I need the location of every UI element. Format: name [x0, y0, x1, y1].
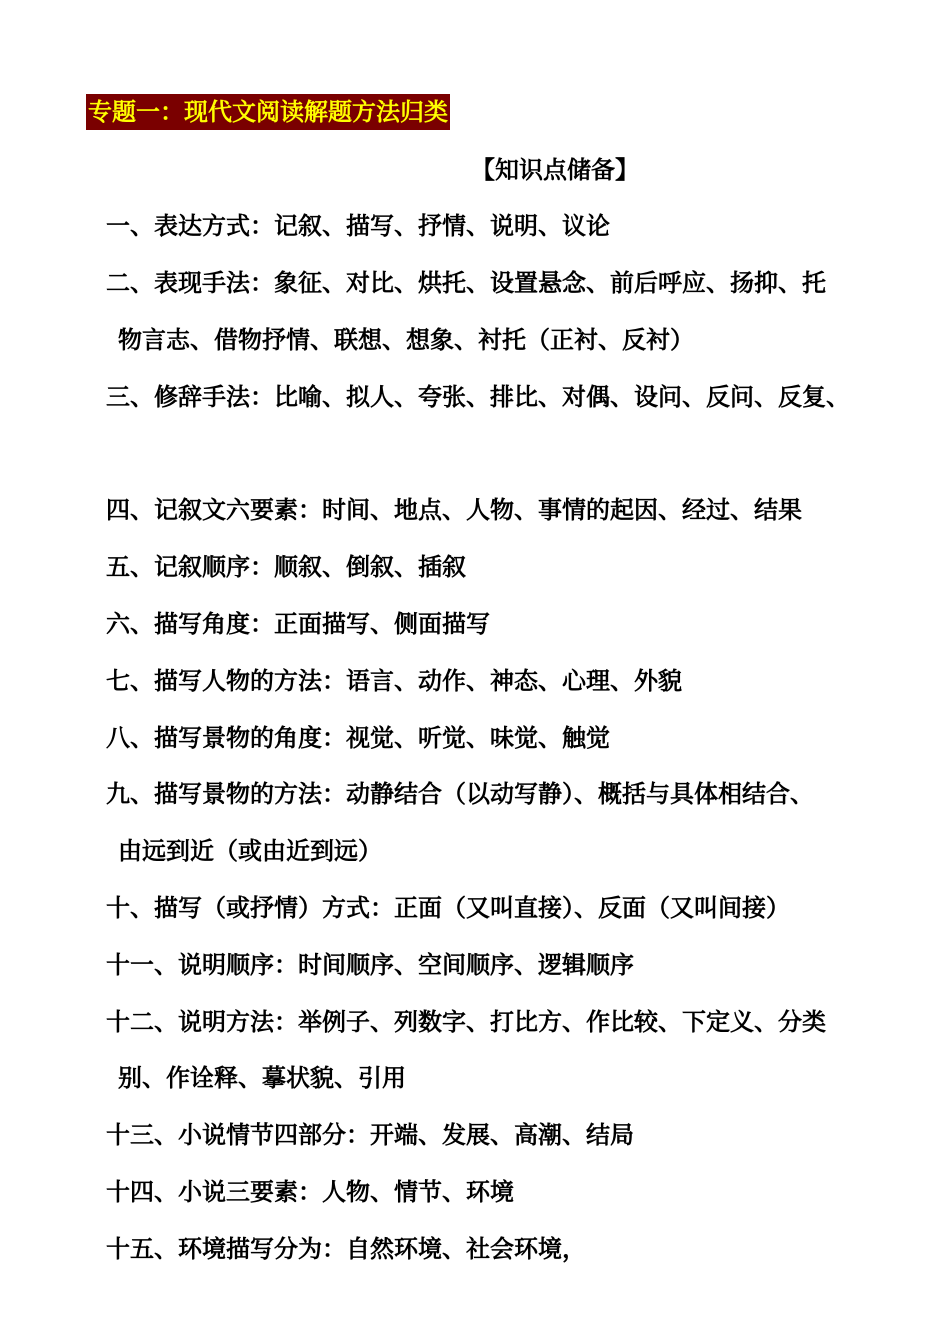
- list-item-2-continued: 物言志、借物抒情、联想、想象、衬托（正衬、反衬）: [118, 326, 694, 354]
- list-item-8: 八、描写景物的角度：视觉、听觉、味觉、触觉: [106, 724, 610, 752]
- list-item-9-continued: 由远到近（或由近到远）: [118, 837, 382, 865]
- list-item-5: 五、记叙顺序：顺叙、倒叙、插叙: [106, 553, 466, 581]
- list-item-1: 一、表达方式：记叙、描写、抒情、说明、议论: [106, 212, 610, 240]
- list-item-9: 九、描写景物的方法：动静结合（以动写静）、概括与具体相结合、: [106, 780, 814, 808]
- page-title: 专题一：现代文阅读解题方法归类: [86, 94, 450, 130]
- list-item-13: 十三、小说情节四部分：开端、发展、高潮、结局: [106, 1121, 634, 1149]
- list-item-2: 二、表现手法：象征、对比、烘托、设置悬念、前后呼应、扬抑、托: [106, 269, 826, 297]
- list-item-7: 七、描写人物的方法：语言、动作、神态、心理、外貌: [106, 667, 682, 695]
- list-item-14: 十四、小说三要素：人物、情节、环境: [106, 1178, 514, 1206]
- list-item-12: 十二、说明方法：举例子、列数字、打比方、作比较、下定义、分类: [106, 1008, 826, 1036]
- section-heading: 【知识点储备】: [471, 156, 639, 184]
- list-item-10: 十、描写（或抒情）方式：正面（又叫直接）、反面（又叫间接）: [106, 894, 790, 922]
- list-item-15: 十五、环境描写分为：自然环境、社会环境，: [106, 1235, 586, 1263]
- list-item-4: 四、记叙文六要素：时间、地点、人物、事情的起因、经过、结果: [106, 496, 802, 524]
- list-item-11: 十一、说明顺序：时间顺序、空间顺序、逻辑顺序: [106, 951, 634, 979]
- list-item-3: 三、修辞手法：比喻、拟人、夸张、排比、对偶、设问、反问、反复、: [106, 383, 850, 411]
- list-item-12-continued: 别、作诠释、摹状貌、引用: [118, 1064, 406, 1092]
- list-item-6: 六、描写角度：正面描写、侧面描写: [106, 610, 490, 638]
